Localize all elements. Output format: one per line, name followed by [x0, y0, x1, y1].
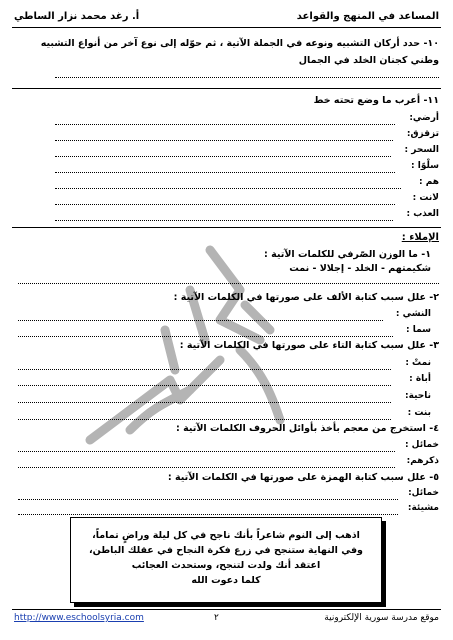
motivation-line: وفي النهاية ستنجح في زرع فكرة النجاح في عقلك الباطن، [89, 545, 363, 556]
answer-line [55, 204, 395, 205]
parse-word: العذب : [406, 209, 439, 219]
answer-line [55, 124, 395, 125]
imlaa-q3-word: نمتْ : [405, 358, 431, 368]
imlaa-q1: ١- ما الوزن الصّرفي للكلمات الآتية : [264, 249, 431, 260]
imlaa-q5-word: خمائل: [408, 488, 439, 498]
page-number: ٢ [214, 613, 219, 623]
answer-line [18, 499, 398, 500]
answer-line [18, 419, 391, 420]
section-divider [12, 227, 441, 228]
imlaa-q4: ٤- استخرج من معجم بأخذ بأوائل الحروف الكلمات الآتية : [176, 423, 439, 434]
imlaa-q1-words: شكيمتهم - الخلد - إجلالا - نمت [289, 263, 431, 274]
imlaa-q5: ٥- علل سبب كتابة الهمزة على صورتها في الكلمات الآتية : [167, 472, 439, 483]
imlaa-q2: ٢- علل سبب كتابة الألف على صورتها في الكلمات الآتية : [173, 292, 439, 303]
q11-title: ١١- أعرب ما وضع تحته خط [313, 95, 439, 106]
answer-line [55, 140, 393, 141]
answer-line [18, 369, 391, 370]
parse-word: السحر : [404, 145, 439, 155]
imlaa-q3-word: ناحية: [405, 391, 431, 401]
author-name: أ. رغد محمد نزار الساطي [14, 11, 140, 22]
document-title: المساعد في المنهج والقواعد [296, 11, 439, 22]
parse-word: سلْوًا : [411, 161, 439, 171]
parse-word: هم : [418, 177, 439, 187]
answer-line [18, 385, 391, 386]
imlaa-q2-word: النشي : [395, 309, 431, 319]
header-rule [12, 27, 441, 28]
footer-rule [12, 609, 441, 610]
answer-line [55, 77, 439, 78]
answer-line [55, 172, 395, 173]
imlaa-q3: ٣- علل سبب كتابة التاء على صورتها في الكلمات الآتية : [179, 340, 439, 351]
answer-line [18, 514, 398, 515]
footer-url-link[interactable]: http://www.eschoolsyria.com [14, 613, 144, 623]
motivation-line: كلما دعوت الله [191, 575, 261, 586]
imlaa-q3-word: أباة : [409, 374, 431, 384]
parse-word: لانت : [412, 193, 439, 203]
answer-line [55, 188, 401, 189]
motivation-box [70, 517, 382, 603]
answer-line [55, 156, 391, 157]
footer-site-name: موقع مدرسة سورية الإلكترونية [324, 613, 439, 623]
q10-line2: وطني كجنان الخلد في الجمال [298, 55, 439, 66]
answer-line [18, 467, 395, 468]
parse-word: تزقزق: [406, 129, 439, 139]
imlaa-q4-word: خمائل : [404, 440, 439, 450]
imlaa-title: الإملاء : [401, 232, 439, 243]
answer-line [18, 451, 395, 452]
section-divider [12, 88, 441, 89]
imlaa-q2-word: سما : [406, 325, 431, 335]
parse-word: أرضي: [409, 113, 439, 123]
answer-line [18, 283, 439, 284]
q10-line1: ١٠- حدد أركان التشبيه ونوعه في الجملة الآتية ، ثم حوّله إلى نوع آخر من أنواع التشبيه [40, 38, 439, 49]
answer-line [18, 336, 393, 337]
answer-line [18, 402, 391, 403]
imlaa-q5-word: مشيئة: [407, 503, 439, 513]
answer-line [18, 320, 383, 321]
imlaa-q4-word: ذكرهم: [406, 456, 439, 466]
motivation-line: اعتقد أنك ولدت لتنجح، وستحدث العجائب [131, 560, 321, 571]
imlaa-q3-word: بنت : [407, 408, 431, 418]
motivation-line: اذهب إلى النوم شاعراً بأنك ناجح في كل ليلة وراضٍ تماماً، [92, 530, 360, 541]
answer-line [55, 220, 393, 221]
